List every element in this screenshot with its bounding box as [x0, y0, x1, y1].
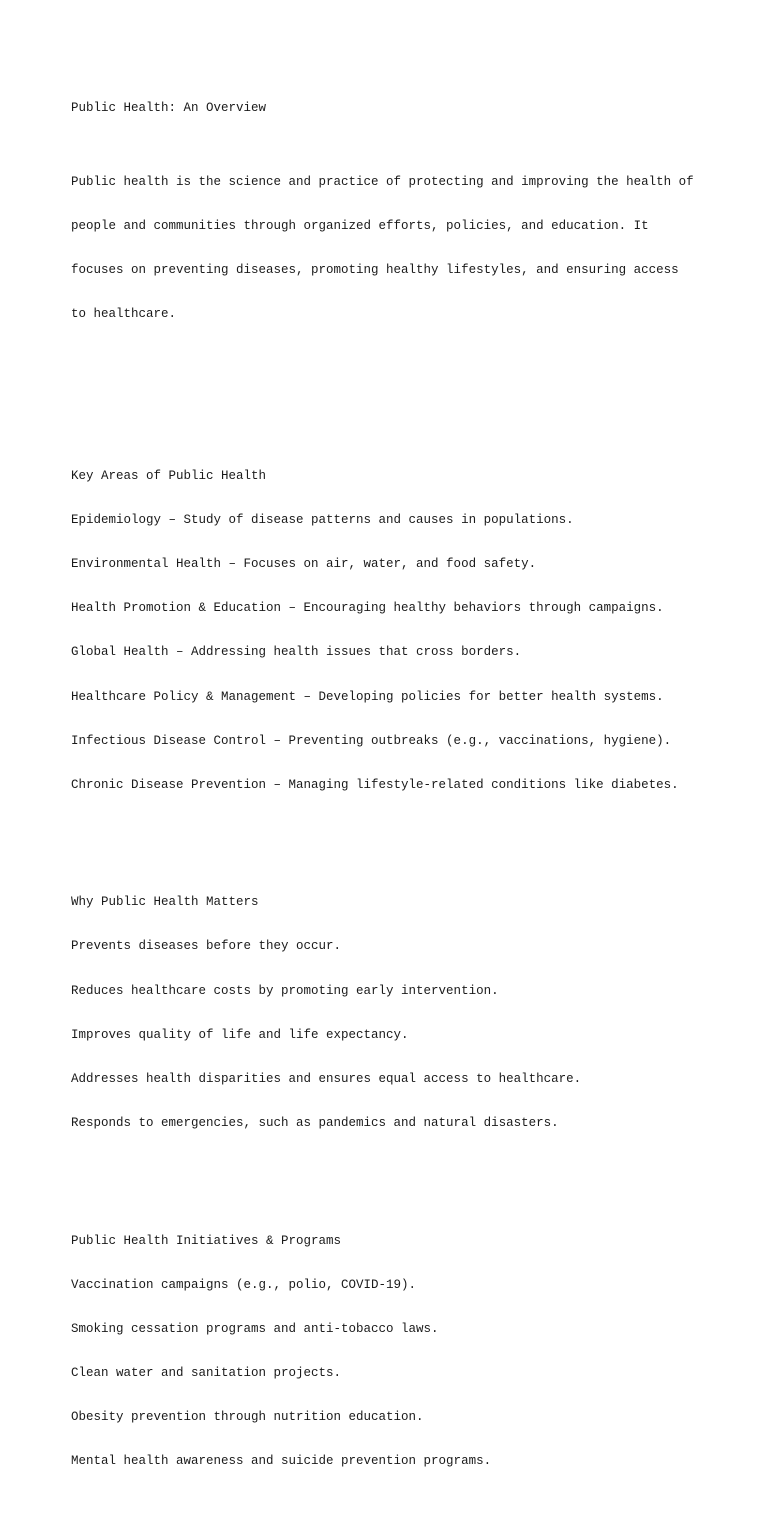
intro-line: focuses on preventing diseases, promoting healthy lifestyles, and ensuring access — [71, 263, 679, 278]
document-title: Public Health: An Overview — [71, 101, 267, 116]
section-heading: Public Health Initiatives & Programs — [71, 1233, 342, 1248]
list-item: Prevents diseases before they occur. — [71, 939, 342, 954]
intro-line: Public health is the science and practice of protecting and improving the health of — [71, 174, 694, 189]
list-item: Health Promotion & Education – Encouraging healthy behaviors through campaigns. — [71, 601, 664, 616]
list-item: Global Health – Addressing health issues that cross borders. — [71, 645, 522, 660]
list-item: Reduces healthcare costs by promoting early intervention. — [71, 983, 499, 998]
section-initiatives — [71, 1204, 731, 1498]
section-why-matters — [71, 866, 731, 1160]
section-key-areas — [71, 440, 731, 822]
section-heading: Key Areas of Public Health — [71, 468, 267, 483]
list-item: Obesity prevention through nutrition education. — [71, 1409, 424, 1424]
list-item: Vaccination campaigns (e.g., polio, COVID-19). — [71, 1277, 417, 1292]
list-item: Infectious Disease Control – Preventing outbreaks (e.g., vaccinations, hygiene). — [71, 733, 672, 748]
list-item: Smoking cessation programs and anti-tobacco laws. — [71, 1321, 439, 1336]
document-page — [71, 72, 731, 1513]
paragraph-gap — [71, 381, 731, 396]
section-heading: Why Public Health Matters — [71, 895, 259, 910]
intro-line: to healthcare. — [71, 307, 177, 322]
list-item: Responds to emergencies, such as pandemics and natural disasters. — [71, 1115, 559, 1130]
list-item: Improves quality of life and life expectancy. — [71, 1027, 409, 1042]
list-item: Addresses health disparities and ensures equal access to healthcare. — [71, 1071, 582, 1086]
list-item: Mental health awareness and suicide prevention programs. — [71, 1454, 492, 1469]
list-item: Epidemiology – Study of disease patterns and causes in populations. — [71, 513, 574, 528]
list-item: Chronic Disease Prevention – Managing lifestyle-related conditions like diabetes. — [71, 777, 679, 792]
intro-paragraph — [71, 146, 731, 352]
list-item: Clean water and sanitation projects. — [71, 1365, 342, 1380]
intro-line: people and communities through organized efforts, policies, and education. It — [71, 219, 649, 234]
list-item: Environmental Health – Focuses on air, water, and food safety. — [71, 557, 537, 572]
list-item: Healthcare Policy & Management – Developing policies for better health systems. — [71, 689, 664, 704]
